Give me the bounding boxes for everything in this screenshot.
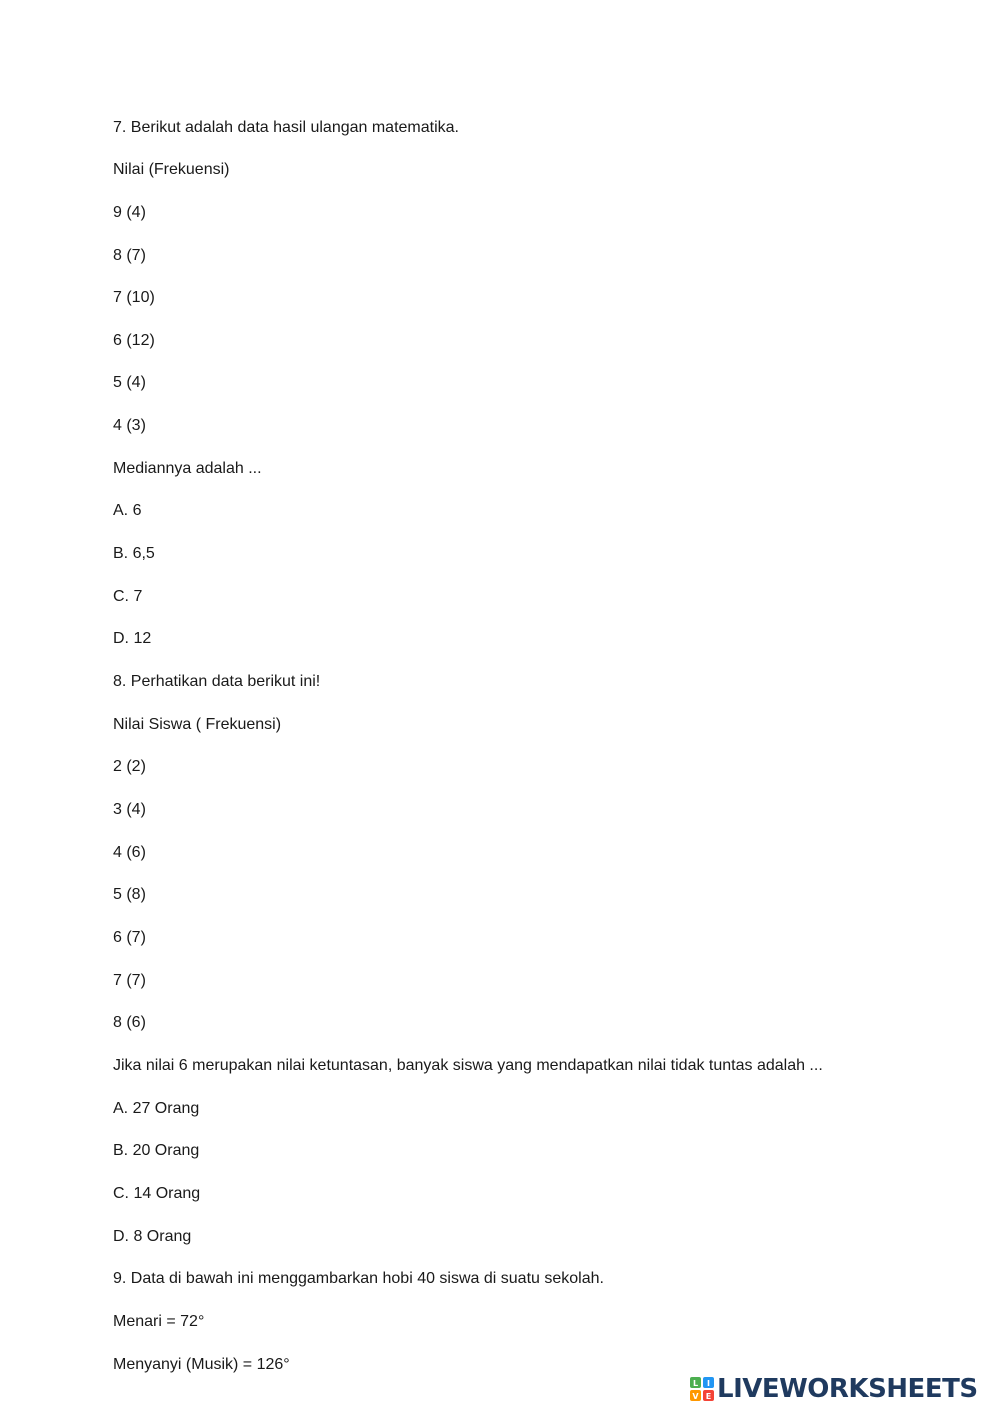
question-8-title: 8. Perhatikan data berikut ini! — [113, 673, 321, 690]
question-8-data-row: 6 (7) — [113, 929, 146, 946]
question-7-data-row: 4 (3) — [113, 417, 146, 434]
question-8-data-row: 2 (2) — [113, 758, 146, 775]
question-9-title: 9. Data di bawah ini menggambarkan hobi 40 siswa di suatu sekolah. — [113, 1270, 604, 1287]
question-8-option-b: B. 20 Orang — [113, 1142, 200, 1159]
question-8-option-d: D. 8 Orang — [113, 1228, 192, 1245]
question-9-data-row: Menyanyi (Musik) = 126° — [113, 1356, 290, 1373]
question-8-data-row: 8 (6) — [113, 1014, 146, 1031]
question-7-title: 7. Berikut adalah data hasil ulangan matematika. — [113, 119, 459, 136]
liveworksheets-logo-icon — [690, 1377, 714, 1401]
svg-text:L: L — [692, 1379, 699, 1388]
question-7-data-row: 8 (7) — [113, 247, 146, 264]
question-7-option-b: B. 6,5 — [113, 545, 155, 562]
question-7-option-c: C. 7 — [113, 588, 143, 605]
question-8-table-header: Nilai Siswa ( Frekuensi) — [113, 716, 282, 733]
svg-text:I: I — [707, 1379, 710, 1388]
question-7-data-row: 7 (10) — [113, 289, 155, 306]
question-8-data-row: 5 (8) — [113, 886, 146, 903]
question-7-data-row: 9 (4) — [113, 204, 146, 221]
question-7-data-row: 6 (12) — [113, 332, 155, 349]
liveworksheets-wordmark: LIVEWORKSHEETS — [717, 1374, 978, 1404]
question-7-data-row: 5 (4) — [113, 374, 146, 391]
question-8-data-row: 7 (7) — [113, 972, 146, 989]
question-8-data-row: 3 (4) — [113, 801, 146, 818]
liveworksheets-watermark — [690, 1373, 978, 1405]
question-8-prompt: Jika nilai 6 merupakan nilai ketuntasan, banyak siswa yang mendapatkan nilai tidak tuntas adalah ... — [113, 1057, 823, 1074]
question-8-data-row: 4 (6) — [113, 844, 146, 861]
svg-text:V: V — [692, 1392, 699, 1401]
question-7-table-header: Nilai (Frekuensi) — [113, 161, 230, 178]
question-9-data-row: Menari = 72° — [113, 1313, 205, 1330]
question-8-option-a: A. 27 Orang — [113, 1100, 200, 1117]
question-7-prompt: Mediannya adalah ... — [113, 460, 262, 477]
question-7-option-a: A. 6 — [113, 502, 142, 519]
question-7-option-d: D. 12 — [113, 630, 152, 647]
svg-text:E: E — [705, 1392, 712, 1401]
question-8-option-c: C. 14 Orang — [113, 1185, 201, 1202]
